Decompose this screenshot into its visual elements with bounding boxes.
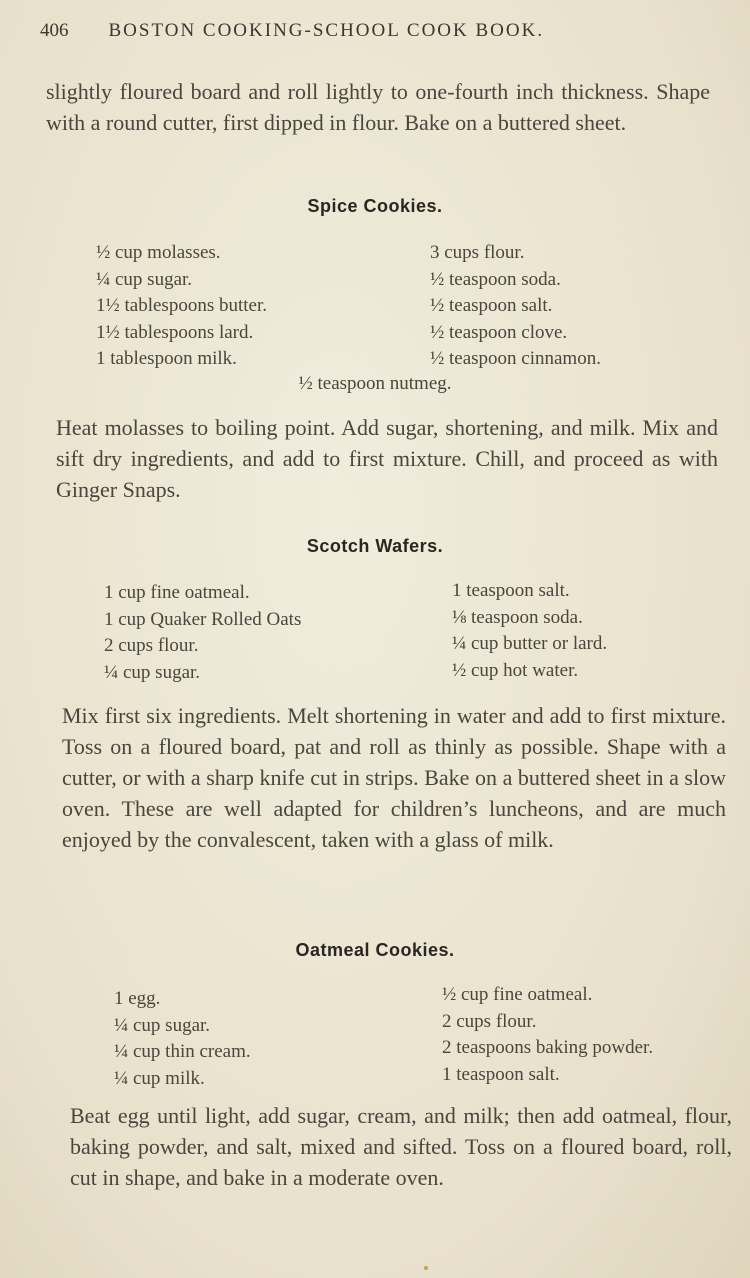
ingredient: 1 tablespoon milk.: [96, 348, 237, 369]
ingredient: 3 cups flour.: [430, 242, 525, 263]
ingredient: ½ teaspoon soda.: [430, 268, 561, 290]
ingredient: ¼ cup sugar.: [96, 268, 193, 290]
ingredient: 1 cup fine oatmeal.: [104, 582, 250, 603]
ingredient: ¼ cup thin cream.: [114, 1041, 251, 1062]
intro-paragraph: slightly floured board and roll lightly to one-fourth inch thickness. Shape with a round cutter, first dipped in flour. Bake on a buttered sheet.: [46, 79, 710, 135]
running-head: [40, 20, 720, 42]
oatmeal-cookies-directions: Beat egg until light, add sugar, cream, and milk; then add oatmeal, flour, baking powder, and salt, mixed and sifted. Toss on a floured board, roll, cut in shape, and bake in a moderate oven.: [70, 1103, 732, 1190]
scotch-wafers-directions: Mix first six ingredients. Melt shortening in water and add to first mixture. Toss on a floured board, pat and roll as thinly as possible. Shape with a cutter, or with a sharp knife cut in strips. Bake on a buttered sheet in a slow oven. These are well adapted for children’s luncheons, and are much enjoyed by the convalescent, taken with a glass of milk.: [62, 703, 726, 852]
ingredient: ½ teaspoon clove.: [430, 321, 568, 343]
ingredient: ¼ cup sugar.: [114, 1014, 211, 1036]
spice-cookies-ingredients-left: [96, 240, 267, 373]
ingredient: 2 teaspoons baking powder.: [442, 1037, 654, 1058]
ingredient: ½ cup fine oatmeal.: [442, 984, 593, 1005]
page-number: 406: [40, 20, 69, 41]
ingredient: ½ teaspoon salt.: [430, 295, 553, 316]
spice-cookies-extra-ingredient: ½ teaspoon nutmeg.: [298, 373, 452, 394]
running-title: BOSTON COOKING-SCHOOL COOK BOOK.: [108, 20, 545, 41]
ingredient: 2 cups flour.: [104, 635, 199, 656]
spice-cookies-heading: Spice Cookies.: [307, 196, 443, 216]
ingredient: ¼ cup butter or lard.: [452, 633, 608, 654]
ingredient: 1 teaspoon salt.: [442, 1063, 560, 1085]
oatmeal-cookies-heading: Oatmeal Cookies.: [295, 940, 455, 960]
ink-speck: [424, 1266, 428, 1270]
ingredient: ½ cup molasses.: [96, 242, 221, 263]
ingredient: ¼ cup milk.: [114, 1067, 205, 1089]
ingredient: 1 egg.: [114, 988, 161, 1009]
ingredient: ¼ cup sugar.: [104, 661, 201, 683]
ingredient: 1½ tablespoons butter.: [96, 295, 267, 316]
ingredient: 2 cups flour.: [442, 1010, 537, 1032]
spice-cookies-ingredients-right: [430, 240, 601, 373]
ingredient: ½ teaspoon cinnamon.: [430, 348, 601, 369]
ingredient: 1 cup Quaker Rolled Oats: [104, 608, 302, 630]
oatmeal-cookies-ingredients-left: [114, 986, 251, 1092]
ingredient: ⅛ teaspoon soda.: [452, 606, 583, 628]
scotch-wafers-ingredients-right: [452, 578, 607, 684]
scotch-wafers-heading: Scotch Wafers.: [306, 536, 444, 556]
ingredient: 1 teaspoon salt.: [452, 580, 570, 601]
spice-cookies-directions: Heat molasses to boiling point. Add sugar, shortening, and milk. Mix and sift dry ingredients, and add to first mixture. Chill, and proceed as with Ginger Snaps.: [56, 415, 718, 502]
scotch-wafers-ingredients-left: [104, 580, 301, 686]
ingredient: ½ cup hot water.: [452, 659, 579, 681]
ingredient: 1½ tablespoons lard.: [96, 321, 254, 343]
oatmeal-cookies-ingredients-right: [442, 982, 653, 1088]
